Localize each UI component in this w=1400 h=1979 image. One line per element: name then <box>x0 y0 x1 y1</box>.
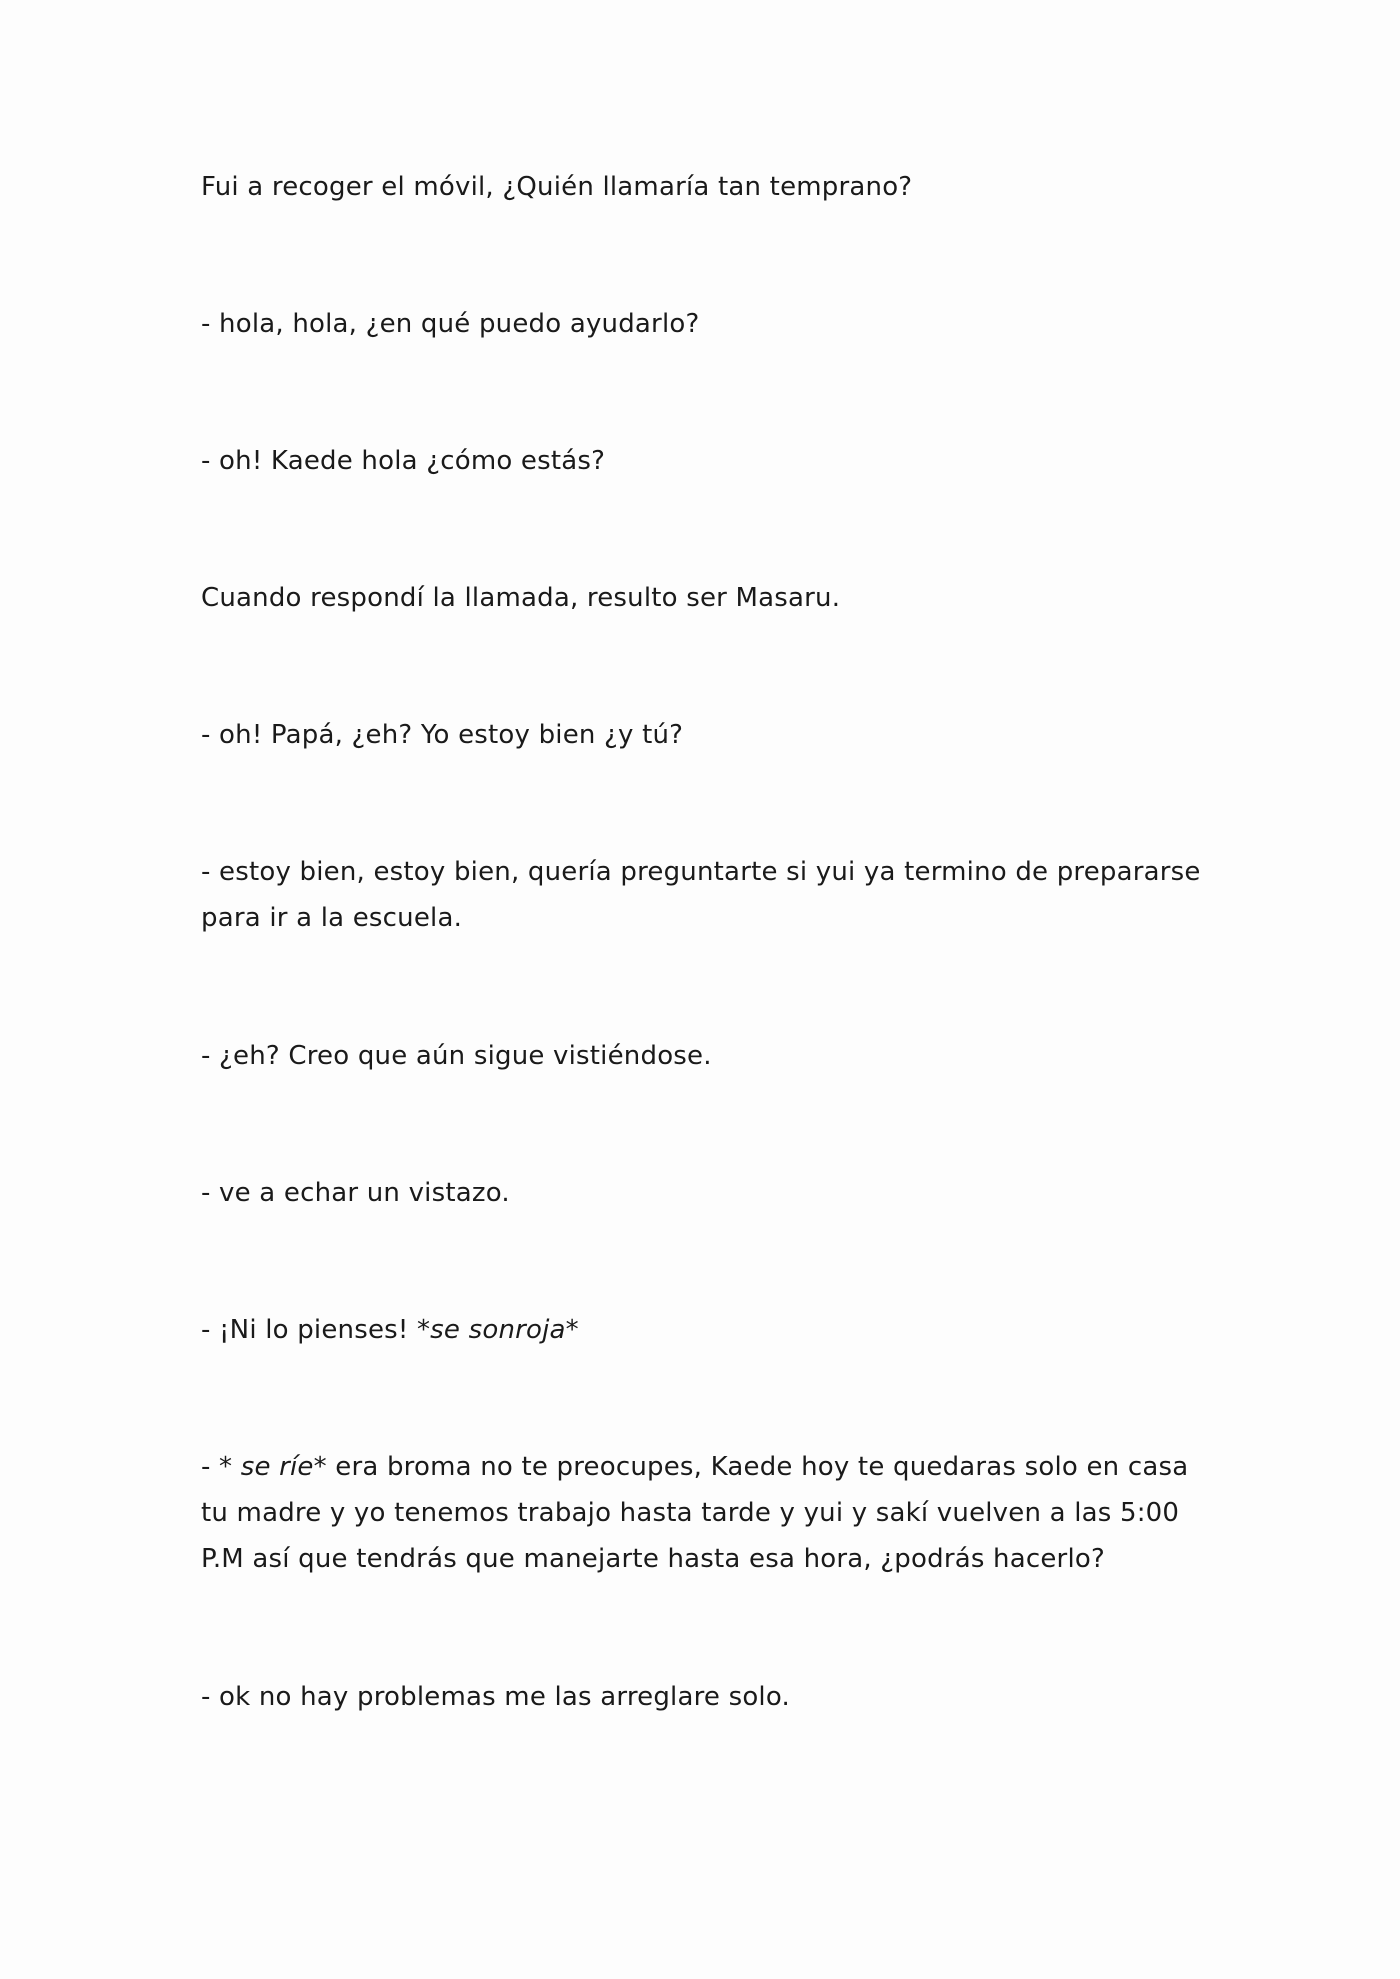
paragraph-narration-masaru: Cuando respondí la llamada, resulto ser Masaru. <box>201 583 841 613</box>
paragraph-text: - ¡Ni lo pienses! <box>201 1315 417 1345</box>
paragraph-action-italic: * se ríe* <box>219 1452 327 1482</box>
paragraph-dialogue-joke <box>201 1444 1211 1582</box>
paragraph-dialogue-look: - ve a echar un vistazo. <box>201 1178 510 1208</box>
paragraph-dialogue-papa: - oh! Papá, ¿eh? Yo estoy bien ¿y tú? <box>201 720 684 750</box>
paragraph-dialogue-no-way <box>201 1307 1211 1353</box>
paragraph-dialogue-yui-ready: - estoy bien, estoy bien, quería preguntarte si yui ya termino de prepararse para ir a la escuela. <box>201 857 1201 933</box>
paragraph-text: - <box>201 1452 220 1482</box>
paragraph-action-italic: *se sonroja* <box>416 1315 579 1345</box>
paragraph-dialogue-ok: - ok no hay problemas me las arreglare solo. <box>201 1682 790 1712</box>
paragraph-dialogue-kaede: - oh! Kaede hola ¿cómo estás? <box>201 446 606 476</box>
paragraph-dialogue-dressing: - ¿eh? Creo que aún sigue vistiéndose. <box>201 1041 712 1071</box>
paragraph-text: era broma no te preocupes, Kaede hoy te quedaras solo en casa tu madre y yo tenemos trabajo hasta tarde y yui y sakí vuelven a las 5:00 P.M así que tendrás que manejarte hasta esa hora, ¿podrás hacerlo? <box>201 1452 1189 1574</box>
paragraph-dialogue-greeting: - hola, hola, ¿en qué puedo ayudarlo? <box>201 309 700 339</box>
paragraph-narration-phone: Fui a recoger el móvil, ¿Quién llamaría tan temprano? <box>201 172 913 202</box>
